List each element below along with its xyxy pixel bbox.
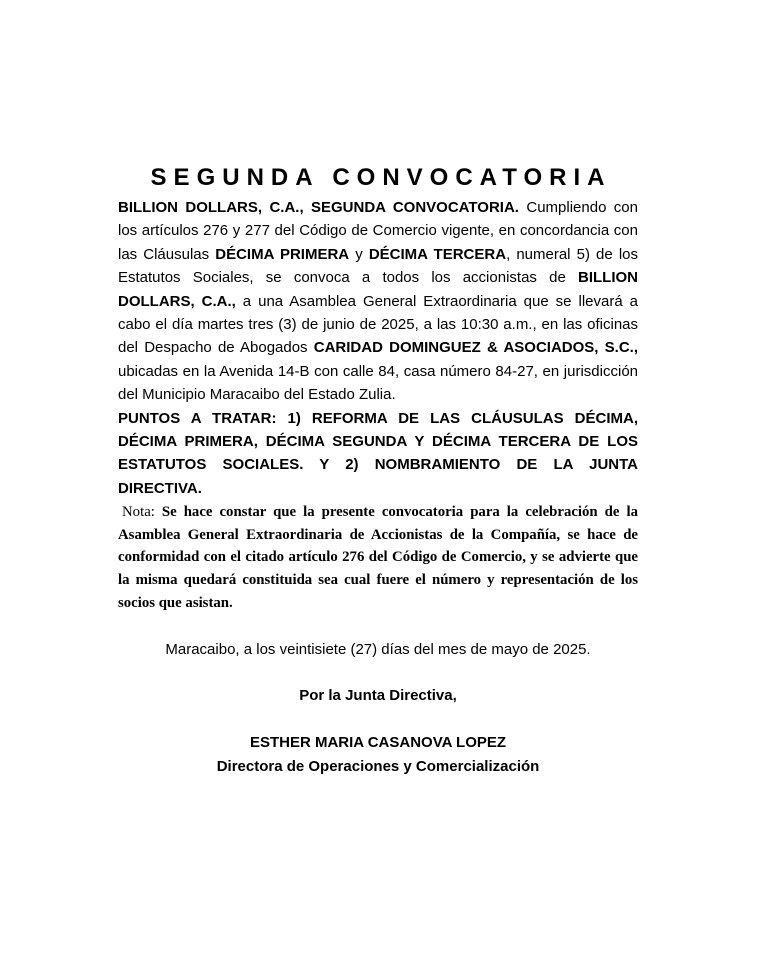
clause-decima-primera: DÉCIMA PRIMERA (215, 245, 350, 263)
signer-name: ESTHER MARIA CASANOVA LOPEZ (249, 734, 507, 752)
note-label: Nota: (122, 504, 155, 521)
law-firm-name: CARIDAD DOMINGUEZ & ASOCIADOS, S.C., (313, 339, 638, 357)
signer-role: Directora de Operaciones y Comercialización (216, 758, 540, 776)
date-line: Maracaibo, a los veintisiete (27) días del mes de mayo de 2025. (165, 641, 591, 659)
notice-title: SEGUNDA CONVOCATORIA (150, 164, 612, 191)
signoff: Por la Junta Directiva, (299, 686, 457, 704)
notice-document (118, 160, 638, 779)
intro-lead: BILLION DOLLARS, C.A., SEGUNDA CONVOCATORIA. (118, 199, 519, 216)
note-paragraph (118, 501, 638, 614)
note-text: Se hace constar que la presente convocatoria para la celebración de la Asamblea General Extraordinaria de Accionistas de la Compañía, se hace de conformidad con el citado artículo 276 del Código de Comercio, y se advierte que la misma quedará constituida sea cual fuere el número y representación de los socios que asistan. (118, 504, 638, 611)
intro-text-1: Cumpliendo con los artículos 276 y 277 del Código de Comercio vigente, en concordancia con las Cláusulas (118, 199, 638, 263)
clause-decima-tercera: DÉCIMA TERCERA (368, 245, 507, 263)
intro-text-4: a una Asamblea General Extraordinaria que se llevará a cabo el día martes tres (3) de junio de 2025, a las 10:30 a.m., en las oficinas del Despacho de Abogados (118, 292, 639, 357)
company-name: BILLION DOLLARS, C.A., (118, 269, 638, 310)
intro-text-5: ubicadas en la Avenida 14-B con calle 84, casa número 84-27, en jurisdicción del Municipio Maracaibo del Estado Zulia. (118, 362, 638, 404)
intro-paragraph (118, 196, 638, 407)
intro-text-2: y (349, 245, 369, 263)
agenda-points: PUNTOS A TRATAR: 1) REFORMA DE LAS CLÁUSULAS DÉCIMA, DÉCIMA PRIMERA, DÉCIMA SEGUNDA Y DÉCIMA TERCERA DE LOS ESTATUTOS SOCIALES. Y 2) NOMBRAMIENTO DE LA JUNTA DIRECTIVA. (118, 409, 638, 497)
intro-text-3: , numeral 5) de los Estatutos Sociales, se convoca a todos los accionistas de (118, 245, 639, 287)
